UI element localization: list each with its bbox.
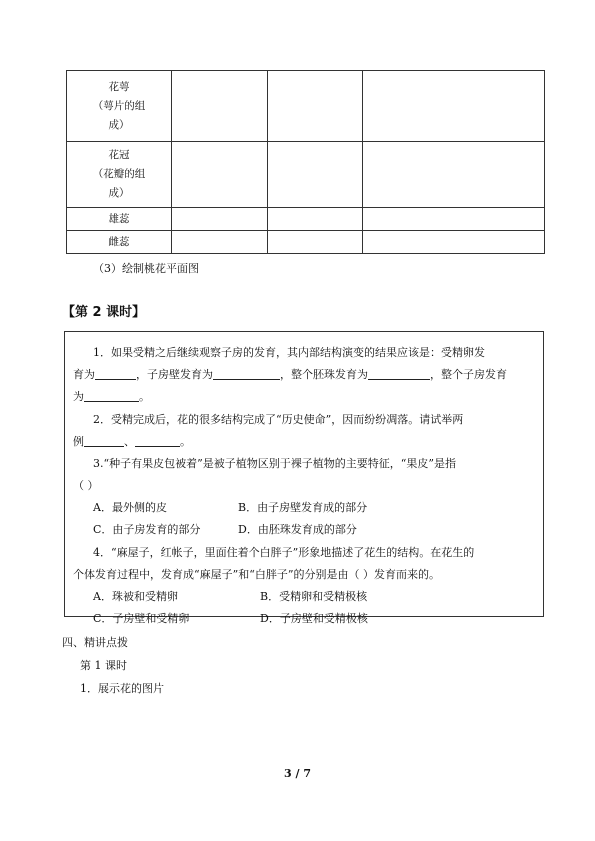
page-number: 3 / 7 <box>284 767 311 780</box>
q3-answer-paren: （ ） <box>73 479 99 492</box>
table-cell[interactable] <box>268 208 363 231</box>
table-cell-stamen: 雄蕊 <box>67 208 172 231</box>
table-cell[interactable] <box>172 231 268 254</box>
q1-line-2 <box>73 366 507 382</box>
q4-stem-line-2: 个体发育过程中，发育成“麻屋子”和“白胖子”的分别是由（ ）发育而来的。 <box>73 568 440 581</box>
q1-text: ，整个胚珠发育为 <box>280 368 368 381</box>
q2-text: 。 <box>180 435 191 448</box>
q1-text: 为 <box>73 390 84 403</box>
table-cell[interactable] <box>363 71 545 142</box>
q2-text: 、 <box>124 435 135 448</box>
section-4-heading: 四、精讲点拨 <box>62 636 128 649</box>
table-cell[interactable] <box>172 71 268 142</box>
table-cell[interactable] <box>268 142 363 208</box>
q4-option-d[interactable]: D．子房壁和受精极核 <box>260 612 368 625</box>
q1-line-3 <box>73 388 150 404</box>
q2-line-1: 2．受精完成后，花的很多结构完成了“历史使命”，因而纷纷凋落。请试举两 <box>93 413 464 426</box>
item-1-text: 1．展示花的图片 <box>80 682 164 695</box>
q3-option-c[interactable]: C．由子房发育的部分 <box>93 523 201 536</box>
q2-line-2 <box>73 433 191 449</box>
table-cell[interactable] <box>363 142 545 208</box>
q3-option-d[interactable]: D．由胚珠发育成的部分 <box>238 523 357 536</box>
cell-line: 成） <box>108 118 130 131</box>
q1-blank-2[interactable] <box>213 367 280 380</box>
q4-option-a[interactable]: A．珠被和受精卵 <box>93 590 178 603</box>
table-cell[interactable] <box>172 142 268 208</box>
q3-option-b[interactable]: B．由子房壁发育成的部分 <box>238 501 368 514</box>
table-row <box>67 231 545 254</box>
table-cell-pistil: 雌蕊 <box>67 231 172 254</box>
table-cell-corolla <box>67 142 172 208</box>
cell-line: 花萼 <box>108 80 130 93</box>
table-cell[interactable] <box>268 231 363 254</box>
table-row <box>67 208 545 231</box>
q2-blank-2[interactable] <box>135 434 180 447</box>
table-cell[interactable] <box>363 231 545 254</box>
table-row <box>67 142 545 208</box>
q3-stem: 3.“种子有果皮包被着”是被子植物区别于裸子植物的主要特征，“果皮”是指 <box>93 457 456 470</box>
q1-blank-1[interactable] <box>95 367 136 380</box>
lesson-1-label: 第 1 课时 <box>80 659 127 672</box>
table-cell-calyx <box>67 71 172 142</box>
q1-blank-3[interactable] <box>368 367 430 380</box>
q4-option-c[interactable]: C．子房壁和受精卵 <box>93 612 190 625</box>
q1-text: 。 <box>139 390 150 403</box>
table-cell[interactable] <box>172 208 268 231</box>
cell-line: （萼片的组 <box>92 99 146 112</box>
q1-text: ，子房壁发育为 <box>136 368 213 381</box>
q4-stem-line-1: 4．“麻屋子，红帐子，里面住着个白胖子”形象地描述了花生的结构。在花生的 <box>93 546 475 559</box>
observation-table <box>66 70 545 254</box>
table-cell[interactable] <box>363 208 545 231</box>
table-cell[interactable] <box>268 71 363 142</box>
q2-text: 例 <box>73 435 84 448</box>
cell-line: 成） <box>108 187 130 199</box>
q3-option-a[interactable]: A．最外侧的皮 <box>93 501 167 514</box>
q1-text: 育为 <box>73 368 95 381</box>
q1-blank-4[interactable] <box>84 389 139 402</box>
lesson-2-heading: 【第 2 课时】 <box>62 305 146 320</box>
table-row <box>67 71 545 142</box>
cell-line: （花瓣的组 <box>92 168 146 180</box>
q4-option-b[interactable]: B．受精卵和受精极核 <box>260 590 368 603</box>
q1-line-1: 1．如果受精之后继续观察子房的发育，其内部结构演变的结果应该是：受精卵发 <box>93 346 485 359</box>
q2-blank-1[interactable] <box>84 434 124 447</box>
cell-line: 花冠 <box>108 149 130 161</box>
q1-text: ，整个子房发育 <box>430 368 507 381</box>
task-3-text: （3）绘制桃花平面图 <box>93 262 199 275</box>
